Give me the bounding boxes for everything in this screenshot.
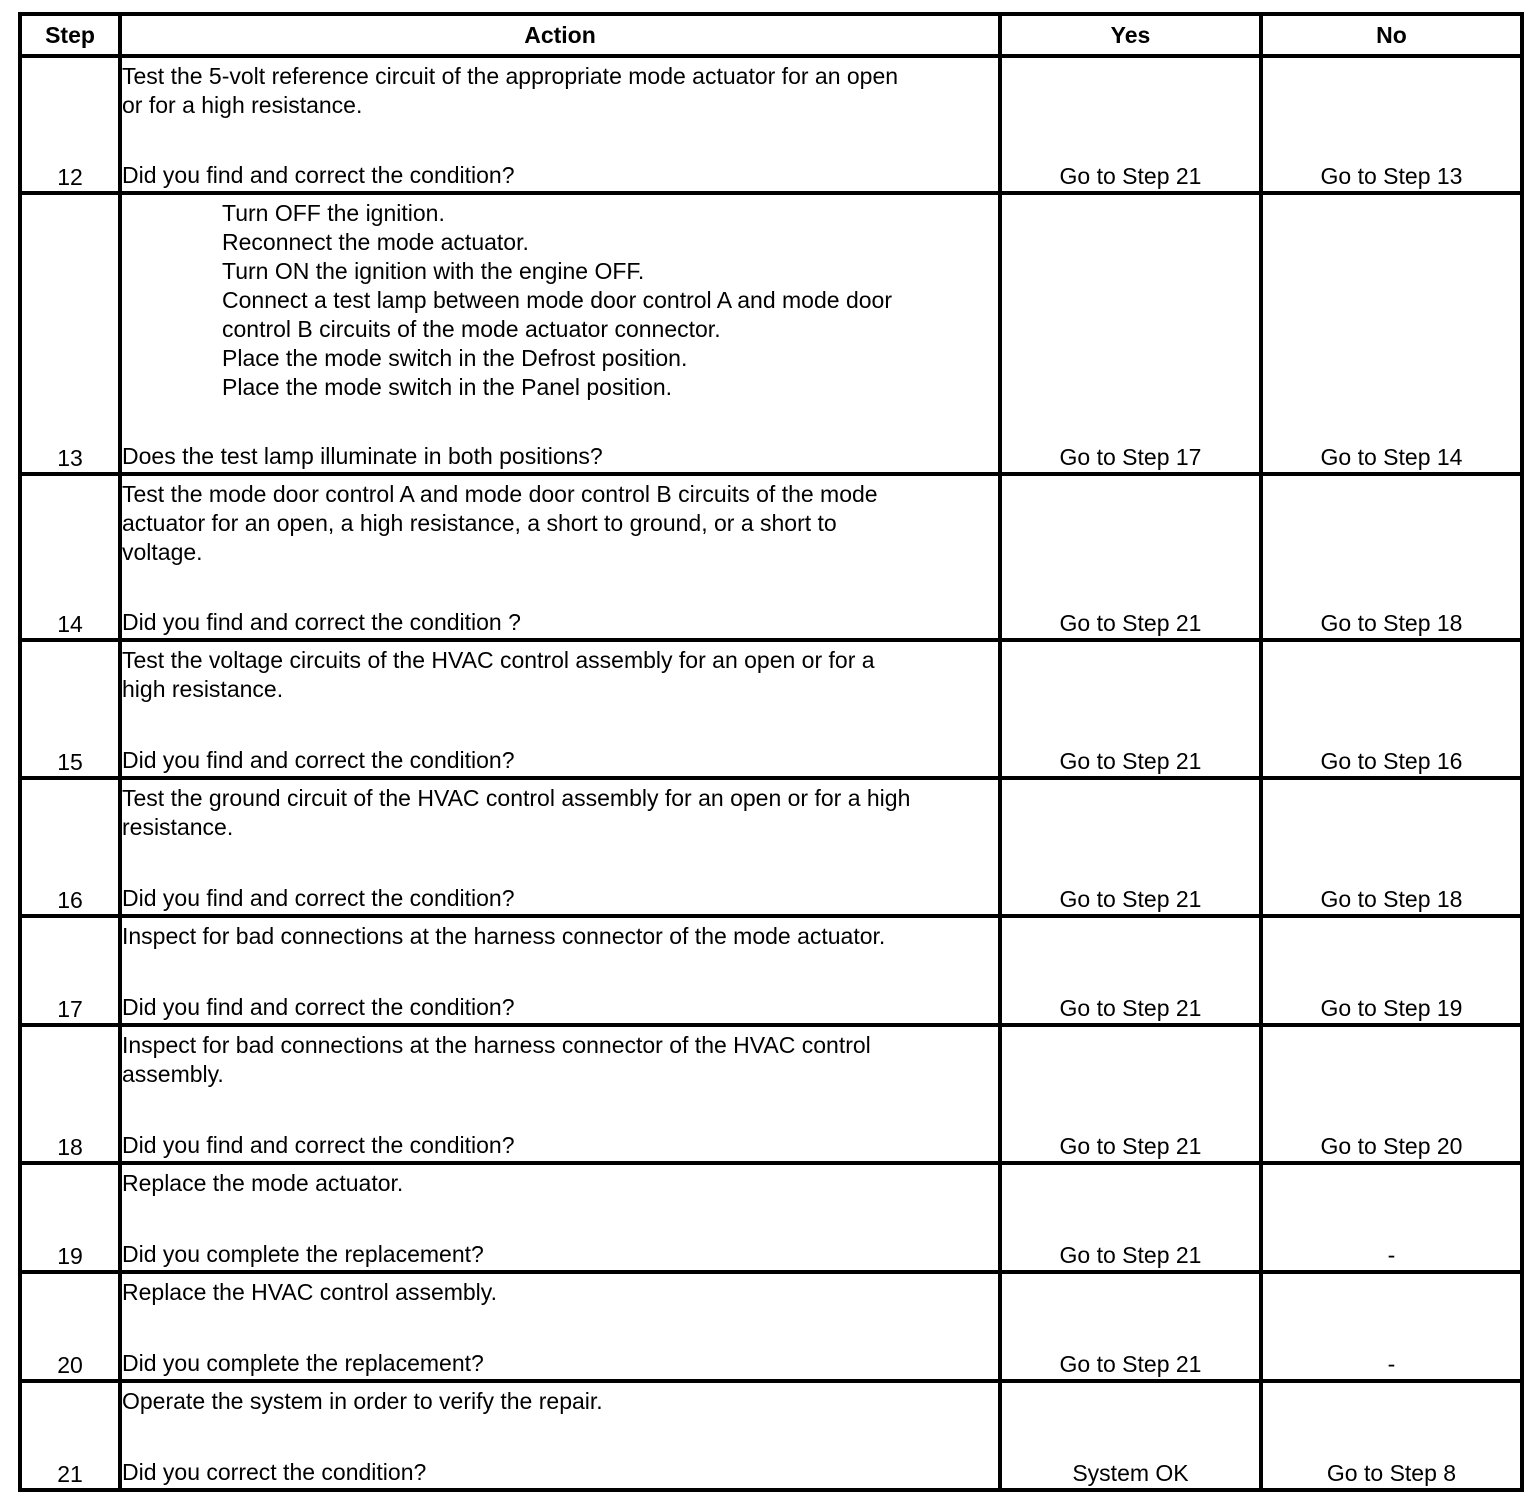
table-row xyxy=(20,916,1522,1025)
diagnostic-table xyxy=(18,12,1524,1492)
question-text: Did you find and correct the condition? xyxy=(122,885,515,911)
step-number: 16 xyxy=(20,778,120,916)
question-text: Did you find and correct the condition? xyxy=(122,994,515,1020)
no-result: Go to Step 18 xyxy=(1261,474,1522,640)
table-row xyxy=(20,778,1522,916)
action-cell xyxy=(120,1381,1000,1490)
action-cell xyxy=(120,193,1000,474)
substep-item: Turn OFF the ignition. xyxy=(222,200,445,226)
table-row xyxy=(20,640,1522,778)
substep-item: Connect a test lamp between mode door control A and mode door xyxy=(222,287,892,313)
no-result: Go to Step 18 xyxy=(1261,778,1522,916)
yes-result: System OK xyxy=(1000,1381,1261,1490)
action-line: Replace the mode actuator. xyxy=(122,1170,404,1196)
yes-result: Go to Step 21 xyxy=(1000,1025,1261,1163)
action-text xyxy=(122,1169,998,1198)
question-text: Does the test lamp illuminate in both positions? xyxy=(122,443,603,469)
step-number: 18 xyxy=(20,1025,120,1163)
action-text xyxy=(122,480,998,567)
table-row xyxy=(20,1381,1522,1490)
substep-item: Place the mode switch in the Defrost position. xyxy=(222,345,688,371)
table-row xyxy=(20,474,1522,640)
yes-result: Go to Step 21 xyxy=(1000,916,1261,1025)
action-line: Test the mode door control A and mode door control B circuits of the mode xyxy=(122,481,878,507)
no-result: Go to Step 19 xyxy=(1261,916,1522,1025)
action-line: Test the voltage circuits of the HVAC control assembly for an open or for a xyxy=(122,647,875,673)
table-row xyxy=(20,1272,1522,1381)
step-number: 13 xyxy=(20,193,120,474)
yes-result: Go to Step 21 xyxy=(1000,778,1261,916)
no-result: Go to Step 20 xyxy=(1261,1025,1522,1163)
action-line: Inspect for bad connections at the harness connector of the mode actuator. xyxy=(122,923,886,949)
step-number: 14 xyxy=(20,474,120,640)
action-line: Inspect for bad connections at the harness connector of the HVAC control xyxy=(122,1032,871,1058)
question-text: Did you find and correct the condition? xyxy=(122,162,515,188)
step-number: 15 xyxy=(20,640,120,778)
action-text xyxy=(122,1278,998,1307)
yes-result: Go to Step 21 xyxy=(1000,1163,1261,1272)
header-no: No xyxy=(1261,14,1522,56)
action-line: Replace the HVAC control assembly. xyxy=(122,1279,497,1305)
header-step: Step xyxy=(20,14,120,56)
action-line: Test the 5-volt reference circuit of the appropriate mode actuator for an open xyxy=(122,63,899,89)
no-result: Go to Step 13 xyxy=(1261,56,1522,193)
action-cell xyxy=(120,916,1000,1025)
header-row xyxy=(20,14,1522,56)
action-text xyxy=(122,922,998,951)
action-text xyxy=(122,1031,998,1089)
no-result: Go to Step 16 xyxy=(1261,640,1522,778)
action-line: assembly. xyxy=(122,1061,224,1087)
action-line: actuator for an open, a high resistance, a short to ground, or a short to xyxy=(122,510,837,536)
action-cell xyxy=(120,1163,1000,1272)
action-line: resistance. xyxy=(122,814,234,840)
action-line: Test the ground circuit of the HVAC control assembly for an open or for a high xyxy=(122,785,911,811)
question-text: Did you complete the replacement? xyxy=(122,1350,484,1376)
step-number: 12 xyxy=(20,56,120,193)
action-line: voltage. xyxy=(122,539,203,565)
step-number: 17 xyxy=(20,916,120,1025)
action-cell xyxy=(120,1025,1000,1163)
action-cell xyxy=(120,778,1000,916)
substep-item: Turn ON the ignition with the engine OFF. xyxy=(222,258,645,284)
action-text xyxy=(122,784,998,842)
table-row xyxy=(20,193,1522,474)
no-result: - xyxy=(1261,1272,1522,1381)
substep-item: Reconnect the mode actuator. xyxy=(222,229,529,255)
action-text xyxy=(122,62,998,120)
yes-result: Go to Step 21 xyxy=(1000,640,1261,778)
action-line: Operate the system in order to verify the repair. xyxy=(122,1388,603,1414)
step-number: 21 xyxy=(20,1381,120,1490)
question-text: Did you find and correct the condition? xyxy=(122,747,515,773)
action-cell xyxy=(120,474,1000,640)
substep-list xyxy=(122,199,998,402)
question-text: Did you find and correct the condition ? xyxy=(122,609,521,635)
header-action: Action xyxy=(120,14,1000,56)
table-row xyxy=(20,1025,1522,1163)
no-result: Go to Step 8 xyxy=(1261,1381,1522,1490)
substep-item: control B circuits of the mode actuator connector. xyxy=(222,316,721,342)
yes-result: Go to Step 21 xyxy=(1000,474,1261,640)
question-text: Did you complete the replacement? xyxy=(122,1241,484,1267)
question-text: Did you correct the condition? xyxy=(122,1459,427,1485)
action-line: high resistance. xyxy=(122,676,284,702)
action-line: or for a high resistance. xyxy=(122,92,363,118)
step-number: 20 xyxy=(20,1272,120,1381)
header-yes: Yes xyxy=(1000,14,1261,56)
yes-result: Go to Step 21 xyxy=(1000,56,1261,193)
yes-result: Go to Step 21 xyxy=(1000,1272,1261,1381)
substep-item: Place the mode switch in the Panel position. xyxy=(222,374,673,400)
action-cell xyxy=(120,640,1000,778)
action-text xyxy=(122,646,998,704)
action-text xyxy=(122,1387,998,1416)
action-cell xyxy=(120,56,1000,193)
table-row xyxy=(20,56,1522,193)
question-text: Did you find and correct the condition? xyxy=(122,1132,515,1158)
step-number: 19 xyxy=(20,1163,120,1272)
action-cell xyxy=(120,1272,1000,1381)
no-result: Go to Step 14 xyxy=(1261,193,1522,474)
table-row xyxy=(20,1163,1522,1272)
no-result: - xyxy=(1261,1163,1522,1272)
yes-result: Go to Step 17 xyxy=(1000,193,1261,474)
